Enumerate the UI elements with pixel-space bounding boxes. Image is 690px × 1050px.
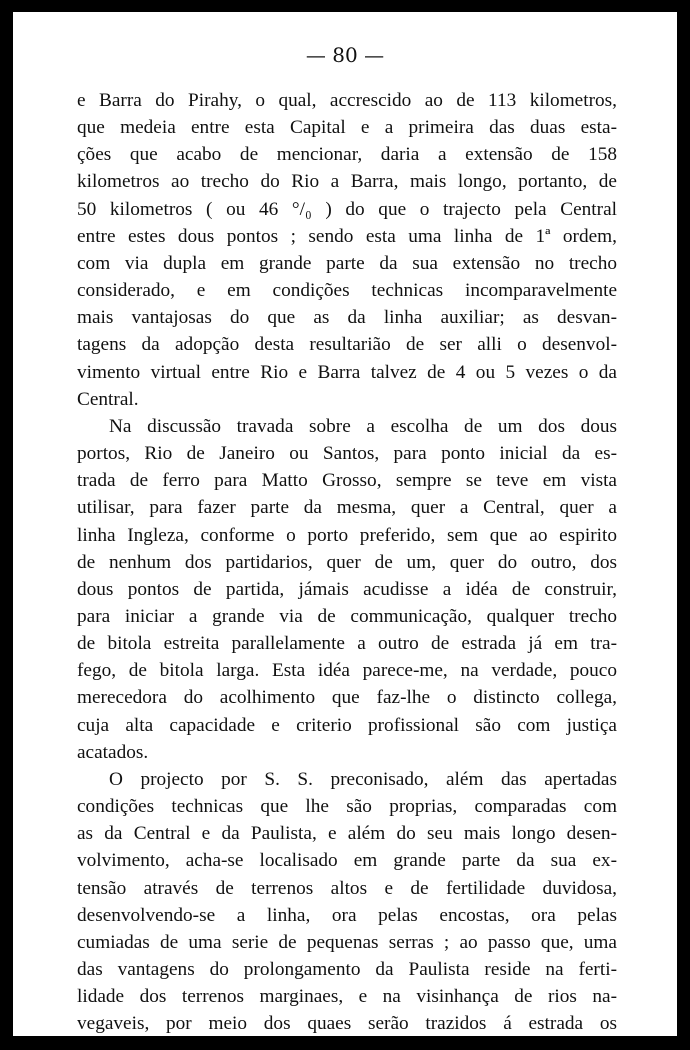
paragraph bbox=[77, 413, 617, 766]
text-line: kilometros ao trecho do Rio a Barra, mais longo, portanto, de bbox=[77, 171, 617, 193]
text-line: ções que acabo de mencionar, daria a extensão de 158 bbox=[77, 144, 617, 166]
paragraph bbox=[77, 87, 617, 413]
text-line: Na discussão travada sobre a escolha de um dos dous bbox=[109, 415, 617, 437]
text-line: com via dupla em grande parte da sua extensão no trecho bbox=[77, 252, 617, 274]
text-line: O projecto por S. S. preconisado, além das apertadas bbox=[109, 768, 617, 790]
text-line: volvimento, acha-se localisado em grande parte da sua ex- bbox=[77, 850, 617, 872]
text-line: das vantagens do prolongamento da Paulista reside na ferti- bbox=[77, 959, 617, 980]
text-line: mais vantajosas do que as da linha auxiliar; as desvan- bbox=[77, 307, 617, 329]
text-line: tensão através de terrenos altos e de fertilidade duvidosa, bbox=[77, 877, 617, 899]
text-line: vimento virtual entre Rio e Barra talvez de 4 ou 5 vezes o da bbox=[77, 361, 617, 383]
text-line: cumiadas de uma serie de pequenas serras ; ao passo que, uma bbox=[77, 931, 617, 953]
text-line: para iniciar a grande via de communicação, qualquer trecho bbox=[77, 605, 617, 627]
text-line: de bitola estreita parallelamente a outro de estrada já em tra- bbox=[77, 633, 617, 655]
text-line: considerado, e em condições technicas incomparavelmente bbox=[77, 280, 617, 302]
text-line: as da Central e da Paulista, e além do seu mais longo desen- bbox=[77, 823, 617, 845]
text-line: fego, de bitola larga. Esta idéa parece-me, na verdade, pouco bbox=[77, 660, 617, 682]
text-line: dous pontos de partida, jámais acudisse a idéa de construir, bbox=[77, 578, 617, 600]
text-line: acatados. bbox=[77, 741, 149, 763]
text-line: linha Ingleza, conforme o porto preferido, sem que ao espirito bbox=[77, 524, 617, 546]
text-line: de nenhum dos partidarios, quer de um, quer do outro, dos bbox=[77, 551, 617, 573]
text-line: Central. bbox=[77, 388, 139, 410]
text-line: entre estes dous pontos ; sendo esta uma linha de 1ª ordem, bbox=[77, 225, 617, 247]
book-page bbox=[13, 12, 677, 1036]
text-line: portos, Rio de Janeiro ou Santos, para ponto inicial da es- bbox=[77, 443, 617, 465]
text-line: condições technicas que lhe são proprias, comparadas com bbox=[77, 796, 617, 818]
text-line: que medeia entre esta Capital e a primeira das duas esta- bbox=[77, 117, 617, 139]
text-line: vegaveis, por meio dos quaes serão trazidos á estrada os bbox=[77, 1013, 617, 1035]
text-line: trada de ferro para Matto Grosso, sempre se teve em vista bbox=[77, 470, 617, 492]
page-number: — 80 — bbox=[305, 43, 385, 67]
text-line: lidade dos terrenos marginaes, e na visinhança de rios na- bbox=[77, 986, 617, 1008]
text-line: utilisar, para fazer parte da mesma, quer a Central, quer a bbox=[77, 497, 617, 519]
text-line: merecedora do acolhimento que faz-lhe o distincto collega, bbox=[77, 687, 617, 709]
text-line: tagens da adopção desta resultarião de ser alli o desenvol- bbox=[77, 334, 617, 356]
text-line: e Barra do Pirahy, o qual, accrescido ao de 113 kilometros, bbox=[77, 90, 617, 111]
text-line: cuja alta capacidade e criterio profissional são com justiça bbox=[77, 714, 617, 736]
text-line: 50 kilometros ( ou 46 °/₀ ) do que o trajecto pela Central bbox=[77, 198, 617, 220]
body-text bbox=[77, 87, 617, 1037]
text-line: desenvolvendo-se a linha, ora pelas encostas, ora pelas bbox=[77, 904, 617, 926]
paragraph bbox=[77, 766, 617, 1038]
